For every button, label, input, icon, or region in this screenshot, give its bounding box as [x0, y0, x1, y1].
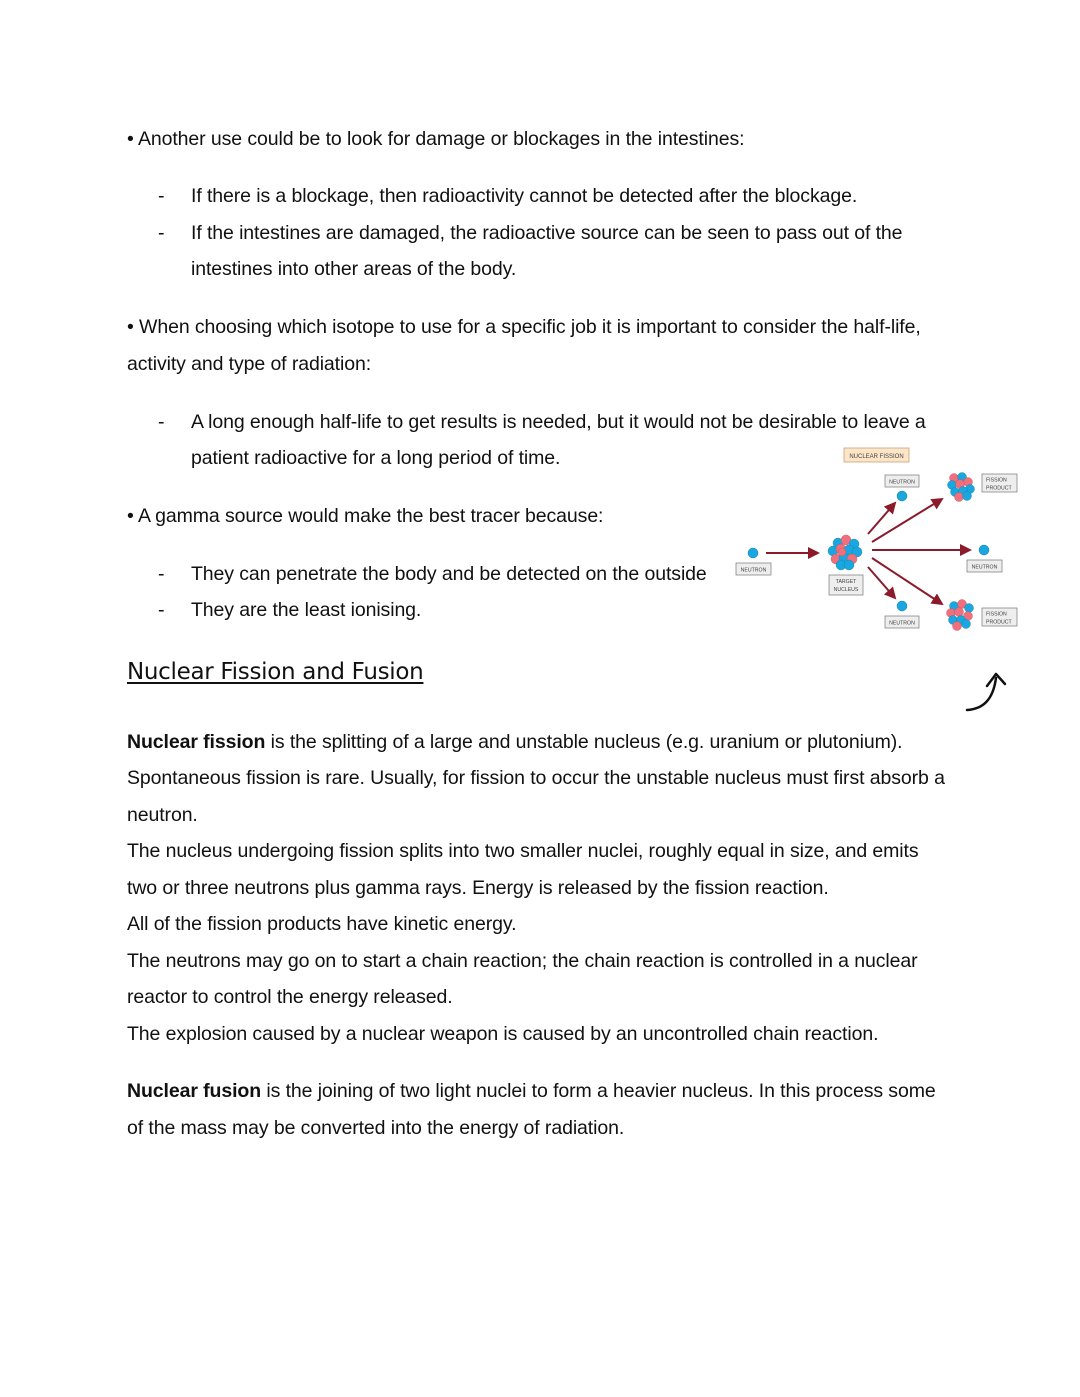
incoming-neutron-icon — [748, 548, 758, 558]
svg-text:TARGET: TARGET — [835, 579, 857, 585]
list-item-continuation: intestines into other areas of the body. — [191, 258, 517, 280]
fission-term: Nuclear fission — [127, 731, 266, 753]
bullet-gamma-source: • A gamma source would make the best tracer because: — [127, 505, 604, 527]
fission-paragraph-line: The neutrons may go on to start a chain reaction; the chain reaction is controlled in a nuclear — [127, 950, 918, 972]
section-heading: Nuclear Fission and Fusion — [127, 659, 424, 685]
svg-text:PRODUCT: PRODUCT — [986, 619, 1012, 626]
neutron-top-icon — [897, 491, 907, 501]
dash-marker: - — [158, 563, 165, 585]
diagram-title: NUCLEAR FISSION — [849, 454, 904, 460]
list-item: If the intestines are damaged, the radioactive source can be seen to pass out of the — [191, 222, 903, 244]
fusion-paragraph-line: Nuclear fusion is the joining of two light nuclei to form a heavier nucleus. In this process some — [127, 1080, 936, 1102]
list-item: They are the least ionising. — [191, 599, 422, 621]
nuclear-fission-diagram — [730, 440, 1030, 650]
fission-paragraph-line: reactor to control the energy released. — [127, 986, 453, 1008]
fission-product-bottom-icon — [947, 600, 974, 631]
bullet-intestines: • Another use could be to look for damage or blockages in the intestines: — [127, 128, 745, 150]
svg-text:FISSION: FISSION — [986, 611, 1007, 618]
fusion-paragraph-line: of the mass may be converted into the energy of radiation. — [127, 1117, 625, 1139]
svg-text:FISSION: FISSION — [986, 477, 1007, 484]
fission-paragraph-line: Nuclear fission is the splitting of a large and unstable nucleus (e.g. uranium or plutonium). — [127, 731, 903, 753]
fission-paragraph-line: neutron. — [127, 804, 198, 826]
dash-marker: - — [158, 599, 165, 621]
svg-text:NEUTRON: NEUTRON — [971, 564, 998, 571]
svg-text:NEUTRON: NEUTRON — [889, 479, 915, 486]
fusion-term: Nuclear fusion — [127, 1080, 262, 1102]
fission-paragraph-line: The nucleus undergoing fission splits into two smaller nuclei, roughly equal in size, and emits — [127, 840, 919, 862]
svg-text:NEUTRON: NEUTRON — [740, 567, 767, 574]
list-item-continuation: patient radioactive for a long period of time. — [191, 447, 561, 469]
fission-paragraph-line: All of the fission products have kinetic energy. — [127, 913, 517, 935]
neutron-mid-icon — [979, 545, 989, 555]
fission-paragraph-line: Spontaneous fission is rare. Usually, for fission to occur the unstable nucleus must first absorb a — [127, 767, 945, 789]
fission-product-top-icon — [948, 473, 975, 502]
dash-marker: - — [158, 222, 165, 244]
dash-marker: - — [158, 411, 165, 433]
curved-arrow-icon — [955, 662, 1015, 722]
list-item: They can penetrate the body and be detected on the outside — [191, 563, 707, 585]
svg-text:NEUTRON: NEUTRON — [889, 620, 915, 627]
svg-text:NUCLEUS: NUCLEUS — [833, 587, 859, 593]
fission-paragraph-line: The explosion caused by a nuclear weapon is caused by an uncontrolled chain reaction. — [127, 1023, 879, 1045]
svg-text:PRODUCT: PRODUCT — [986, 485, 1012, 492]
dash-marker: - — [158, 185, 165, 207]
bullet-isotope-choice: • When choosing which isotope to use for a specific job it is important to consider the half-life, — [127, 316, 921, 338]
target-nucleus-icon — [828, 535, 862, 570]
fission-paragraph-line: two or three neutrons plus gamma rays. Energy is released by the fission reaction. — [127, 877, 829, 899]
bullet-isotope-choice-continuation: activity and type of radiation: — [127, 353, 372, 375]
list-item: If there is a blockage, then radioactivity cannot be detected after the blockage. — [191, 185, 858, 207]
list-item: A long enough half-life to get results is needed, but it would not be desirable to leave a — [191, 411, 926, 433]
neutron-bottom-icon — [897, 601, 907, 611]
